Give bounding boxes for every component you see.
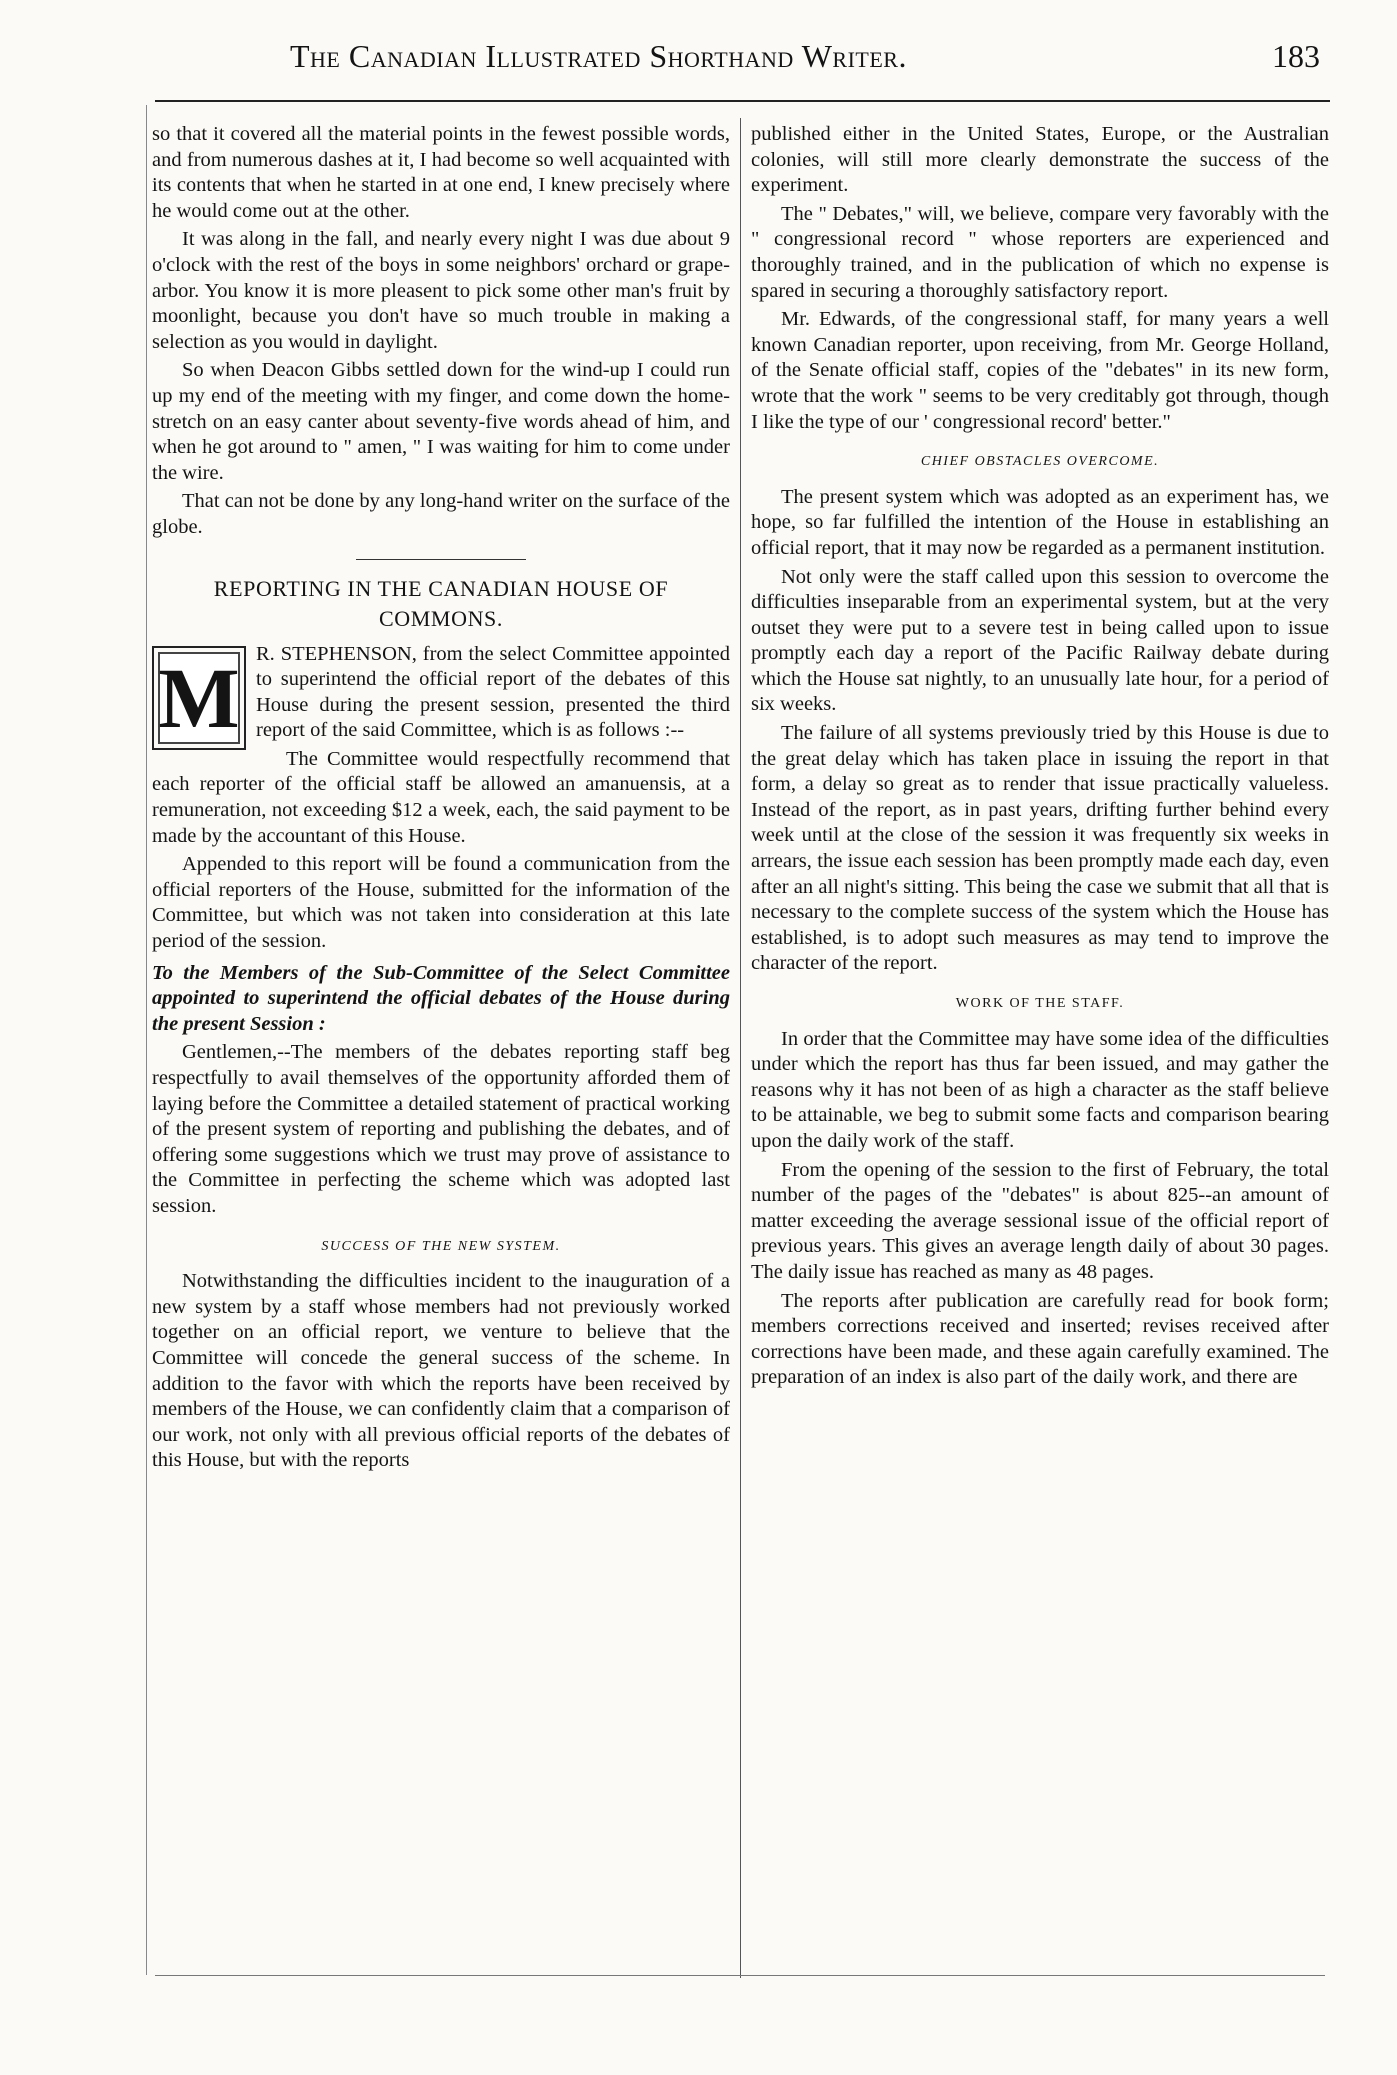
right-paragraph-5: Not only were the staff called upon this session to overcome the difficulties inseparable from an experimental system, but at the very outset they were put to a severe test in being called upon to issue promptly each day a report of the Pacific Railway debate during which the House sat nightly, to an unusually late hour, for a period of six weeks. [751,565,1329,716]
subhead-obstacles: CHIEF OBSTACLES OVERCOME. [920,454,1160,470]
right-paragraph-8: From the opening of the session to the first of February, the total number of the pages of the "debates" is about 825--an amount of matter exceeding the average sessional issue of the official report of previous years. This gives an average length daily of about 30 pages. The daily issue has reached as many as 48 pages. [751,1158,1329,1283]
right-paragraph-7: In order that the Committee may have some idea of the difficulties under which the report has thus far been issued, and may gather the reasons why it has not been of as high a character as the staff believe to be attainable, we beg to submit some facts and comparison bearing upon the daily work of the staff. [751,1027,1329,1152]
bottom-rule [155,1975,1325,1976]
right-paragraph-3: Mr. Edwards, of the congressional staff, for many years a well known Canadian reporter, upon receiving, from Mr. George Holland, of the Senate official staff, copies of the "debates" in its new form, wrote that the work " seems to be very creditably got through, though I like the type of our ' congressional record' better." [751,308,1329,433]
page-header [155,22,1330,102]
left-paragraph-3: So when Deacon Gibbs settled down for the wind-up I could run up my end of the meeting with my finger, and come down the home-stretch on an easy canter about seventy-five words ahead of him, and when he got around to " amen, " I was waiting for him to come under the wire. [152,359,730,484]
left-margin-rule [146,105,147,1975]
right-paragraph-9: The reports after publication are carefully read for book form; members corrections received and inserted; revises received after corrections have been made, and these again carefully examined. The preparation of an index is also part of the daily work, and there are [751,1289,1329,1389]
journal-title: The Canadian Illustrated Shorthand Writer. [290,38,907,74]
left-paragraph-5: R. STEPHENSON, from the select Committee appointed to superintend the official report of the debates of this House during the present session, presented the third report of the said Committee, which is as follows :-- [256,642,730,742]
left-column [152,122,730,1477]
right-paragraph-6: The failure of all systems previously tried by this House is due to the great delay which has taken place in issuing the report in that form, a delay so great as to render that issue practically valueless. Instead of the report, as in past years, drifting further behind every week until at the close of the session it was frequently six weeks in arrears, the issue each session has been promptly made each day, even after an all night's sitting. This being the case we submit that all that is necessary to the complete success of the system which the House has established, is to adopt such measures as may tend to improve the character of the report. [751,722,1329,975]
column-divider [740,118,741,1978]
left-paragraph-2: It was along in the fall, and nearly every night I was due about 9 o'clock with the rest of the boys in some neighbors' orchard or grape-arbor. You know it is more pleasent to pick some other man's fruit by moonlight, because you don't have so much trouble in making a selection as you would in daylight. [152,228,730,353]
subhead-success: SUCCESS OF THE NEW SYSTEM. [321,1238,561,1254]
opening-paragraph [152,642,730,744]
right-paragraph-1: published either in the United States, Europe, or the Australian colonies, will still more clearly demonstrate the success of the experiment. [751,123,1329,197]
left-paragraph-1: so that it covered all the material points in the fewest possible words, and from numerous dashes at it, I had become so well acquainted with its contents that when he started in at one end, I knew precisely where he would come out at the other. [152,123,730,222]
section-title: REPORTING IN THE CANADIAN HOUSE OF COMMONS. [213,575,669,631]
address-to-members: To the Members of the Sub-Committee of the Select Committee appointed to superintend the official debates of the House during the present Session : [152,961,730,1035]
left-paragraph-8: Gentlemen,--The members of the debates reporting staff beg respectfully to avail themselves of the opportunity afforded them of laying before the Committee a detailed statement of practical working of the present system of reporting and publishing the debates, and of offering some suggestions which we trust may prove of assistance to the Committee in perfecting the scheme which was adopted last session. [152,1041,730,1217]
right-paragraph-2: The " Debates," will, we believe, compare very favorably with the " congressional record " whose reporters are experienced and thoroughly trained, and in the publication of which no expense is spared in securing a thoroughly satisfactory report. [751,202,1329,302]
right-paragraph-4: The present system which was adopted as an experiment has, we hope, so far fulfilled the intention of the House in establishing an official report, that it may now be regarded as a permanent institution. [751,485,1329,559]
page-number: 183 [1272,38,1320,74]
right-column [751,122,1329,1394]
subhead-work-of-staff: WORK OF THE STAFF. [955,996,1125,1011]
left-paragraph-4: That can not be done by any long-hand writer on the surface of the globe. [152,490,730,538]
left-paragraph-7: Appended to this report will be found a communication from the official reporters of the House, submitted for the information of the Committee, but which was not taken into consideration at this late period of the session. [152,853,730,953]
dropcap-letter: M [152,646,246,750]
left-paragraph-9: Notwithstanding the difficulties incident to the inauguration of a new system by a staff whose members had not previously worked together on an official report, we venture to believe that the Committee will concede the general success of the scheme. In addition to the favor with which the reports have been received by members of the House, we can confidently claim that a comparison of our work, not only with all previous official reports of the debates of this House, but with the reports [152,1270,730,1472]
left-paragraph-6: The Committee would respectfully recommend that each reporter of the official staff be allowed an amanuensis, at a remuneration, not exceeding $12 a week, each, the said payment to be made by the accountant of this House. [152,747,730,847]
section-separator [356,559,526,560]
